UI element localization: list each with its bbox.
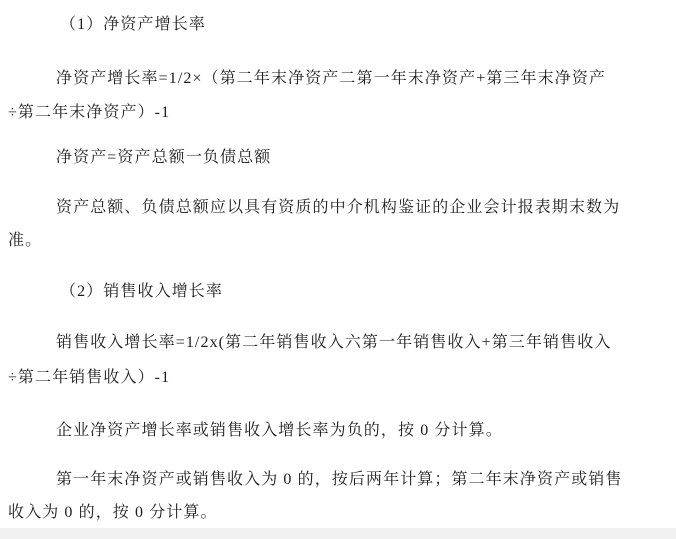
- audit-note-line1: 资产总额、负债总额应以具有资质的中介机构鉴证的企业会计报表期末数为: [56, 199, 621, 216]
- sales-revenue-growth-formula-line2: ÷第二年销售收入）-1: [8, 369, 171, 386]
- net-asset-growth-formula-line2: ÷第二年末净资产）-1: [8, 104, 171, 121]
- net-asset-definition: 净资产=资产总额一负债总额: [56, 149, 272, 166]
- net-asset-growth-formula-line1: 净资产增长率=1/2×（第二年末净资产二第一年末净资产+第三年末净资产: [56, 70, 607, 87]
- rule-zero-value-line2: 收入为 0 的，按 0 分计算。: [8, 504, 218, 521]
- section2-heading: （2）销售收入增长率: [60, 283, 224, 300]
- rule-zero-value-line1: 第一年末净资产或销售收入为 0 的，按后两年计算；第二年末净资产或销售: [56, 471, 623, 488]
- bottom-strip: [0, 528, 676, 539]
- audit-note-line2: 准。: [8, 232, 43, 249]
- rule-negative-growth: 企业净资产增长率或销售收入增长率为负的，按 0 分计算。: [56, 422, 503, 439]
- sales-revenue-growth-formula-line1: 销售收入增长率=1/2x(第二年销售收入六第一年销售收入+第三年销售收入: [56, 334, 612, 351]
- section1-heading: （1）净资产增长率: [60, 16, 206, 33]
